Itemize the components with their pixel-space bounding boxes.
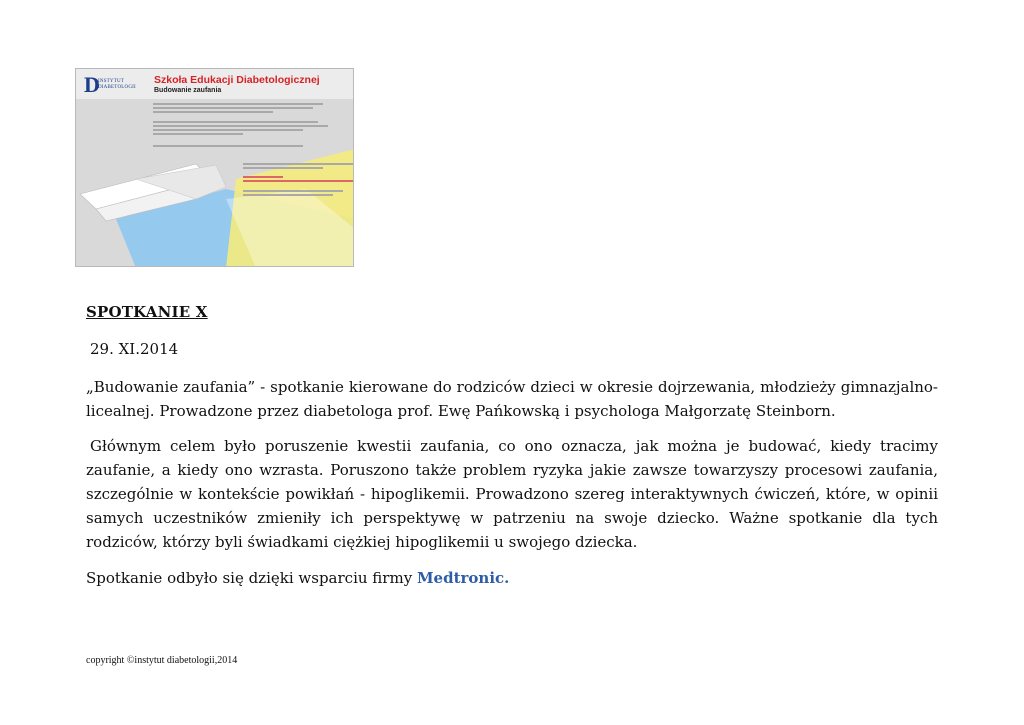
flyer-body-text <box>153 103 343 198</box>
event-flyer-image <box>75 68 354 267</box>
meeting-date: 29. XI.2014 <box>90 340 179 358</box>
flyer-subtitle: Budowanie zaufania <box>154 87 222 94</box>
flyer-title: Szkoła Edukacji Diabetologicznej <box>154 74 320 86</box>
sponsor-paragraph <box>86 566 938 590</box>
logo-text: INSTYTUT DIABETOLOGII <box>98 79 136 90</box>
meeting-heading: SPOTKANIE X <box>86 303 208 321</box>
copyright-footer: copyright ©instytut diabetologii,2014 <box>86 655 238 666</box>
intro-paragraph: „Budowanie zaufania” - spotkanie kierowane do rodziców dzieci w okresie dojrzewania, młodzieży gimnazjalno-licealnej. Prowadzone przez diabetologa prof. Ewę Pańkowską i psychologa Małgorzatę Steinborn. <box>86 378 938 420</box>
logo-mark: D <box>84 72 100 97</box>
sponsor-name: Medtronic. <box>416 569 510 587</box>
summary-paragraph: Głównym celem było poruszenie kwestii zaufania, co ono oznacza, jak można je budować, kiedy tracimy zaufanie, a kiedy ono wzrasta. Poruszono także problem ryzyka jakie zawsze towarzyszy procesowi zaufania, szczególnie w kontekście powikłań - hipoglikemii. Prowadzono szereg interaktywnych ćwiczeń, które, w opinii samych uczestników zmieniły ich perspektywę w patrzeniu na swoje dziecko. Ważne spotkanie dla tych rodziców, którzy byli świadkami ciężkiej hipoglikemii u swojego dziecka. <box>86 437 938 551</box>
sponsor-text: Spotkanie odbyło się dzięki wsparciu firmy <box>86 569 417 587</box>
